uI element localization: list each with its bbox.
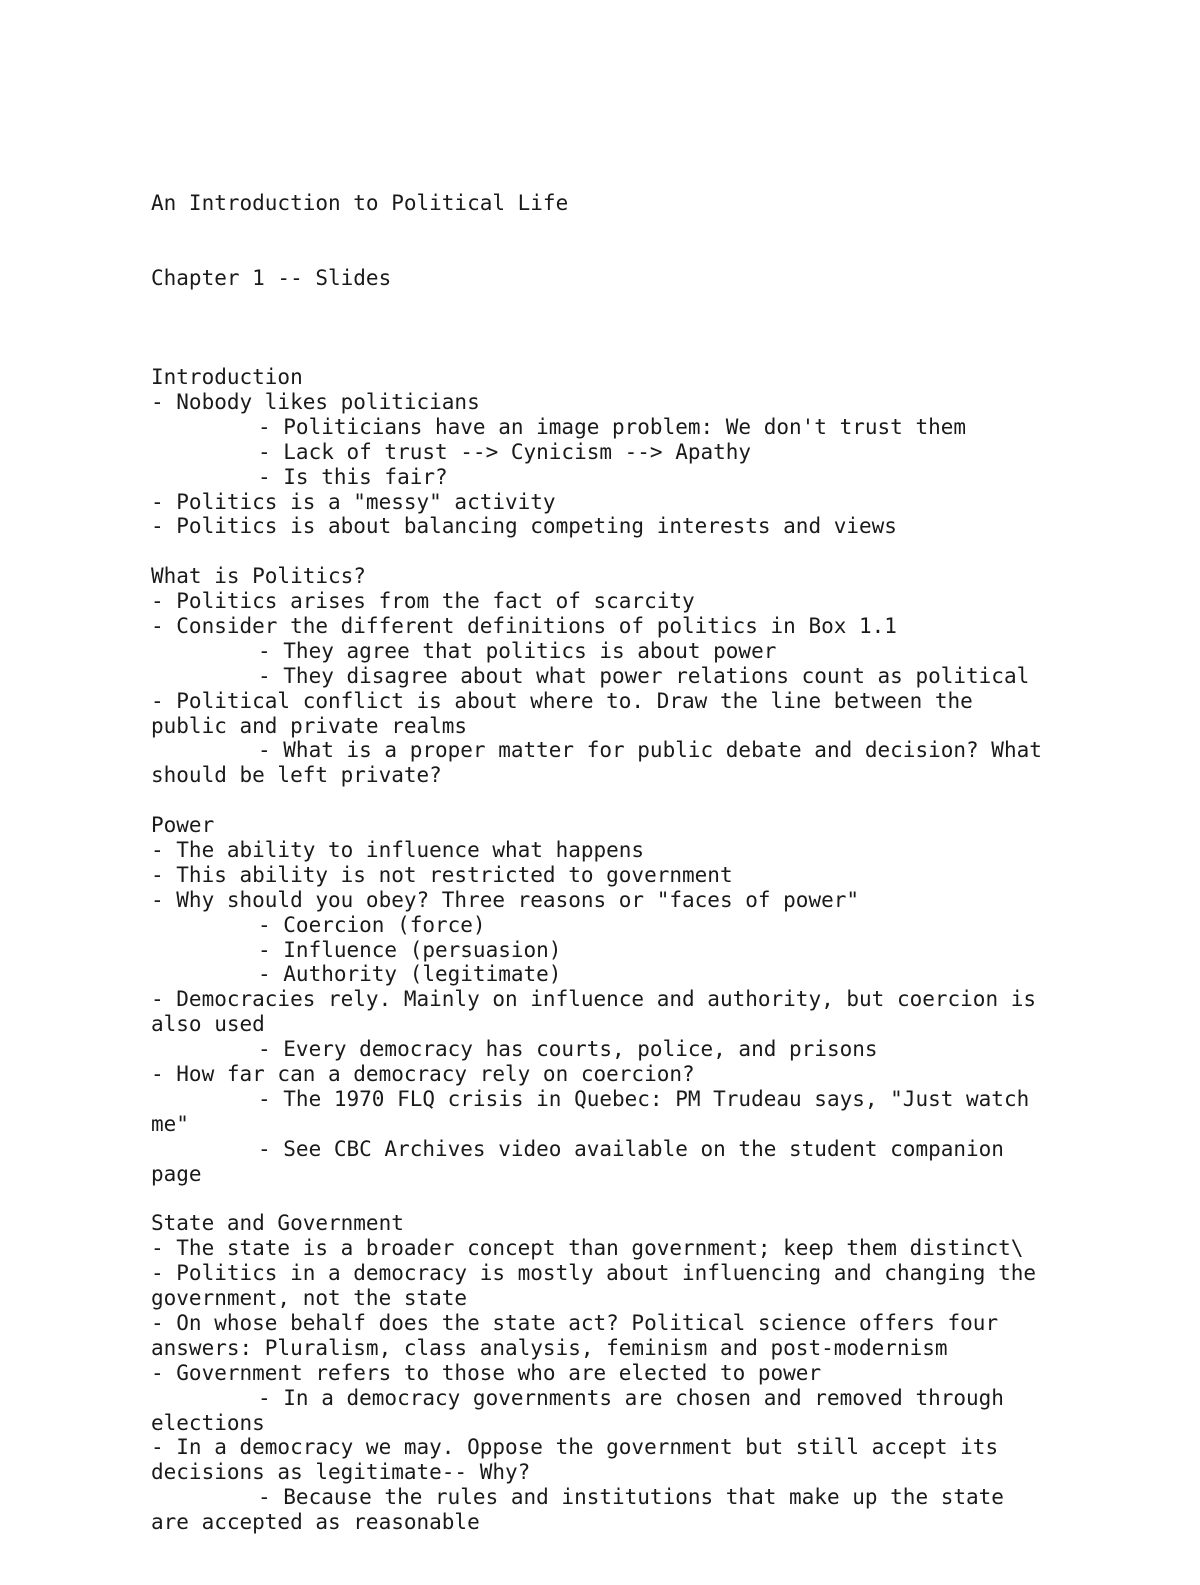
bullet-line: elections [151, 1410, 265, 1435]
sub-bullet-line: - Coercion (force) [258, 912, 486, 937]
blank-line [151, 788, 1151, 813]
sub-bullet-line: - Politicians have an image problem: We don't trust them [258, 414, 967, 439]
bullet-line: me" [151, 1111, 189, 1136]
bullet-line: - In a democracy we may. Oppose the government but still accept its [151, 1435, 999, 1460]
bullet-line: - Politics arises from the fact of scarcity [151, 589, 695, 614]
bullet-line: page [151, 1161, 202, 1186]
sub-bullet-line: - See CBC Archives video available on the student companion [258, 1136, 1004, 1161]
sub-bullet-line: - Lack of trust --> Cynicism --> Apathy [258, 439, 752, 464]
bullet-line: also used [151, 1012, 265, 1037]
bullet-line: - Government refers to those who are elected to power [151, 1360, 822, 1385]
bullet-line: are accepted as reasonable [151, 1510, 480, 1535]
bullet-line: - This ability is not restricted to government [151, 862, 733, 887]
bullet-line: - Why should you obey? Three reasons or "faces of power" [151, 887, 860, 912]
sub-bullet-line: - Is this fair? [258, 464, 448, 489]
sub-bullet-line: - Every democracy has courts, police, and prisons [258, 1037, 878, 1062]
bullet-line: - Politics is a "messy" activity [151, 489, 556, 514]
sub-bullet-line: - What is a proper matter for public debate and decision? What [258, 738, 1042, 763]
sub-bullet-line: - They agree that politics is about power [258, 638, 777, 663]
bullet-line: should be left private? [151, 763, 442, 788]
sub-bullet-line: - In a democracy governments are chosen and removed through [258, 1385, 1004, 1410]
sub-bullet-line: - Influence (persuasion) [258, 937, 562, 962]
blank-line [151, 340, 1151, 365]
sub-bullet-line: - They disagree about what power relations count as political [258, 663, 1030, 688]
document-subtitle: Chapter 1 -- Slides [151, 265, 392, 290]
blank-line [151, 1187, 1151, 1212]
section-heading: What is Politics? [151, 564, 366, 589]
section-heading: Introduction [151, 365, 303, 390]
bullet-line: - How far can a democracy rely on coercion? [151, 1062, 695, 1087]
bullet-line: - Nobody likes politicians [151, 390, 480, 414]
document-body [151, 141, 1151, 1585]
document-title: An Introduction to Political Life [151, 190, 569, 215]
section-heading: State and Government [151, 1211, 404, 1236]
blank-line [151, 539, 1151, 564]
bullet-line: - On whose behalf does the state act? Political science offers four [151, 1310, 999, 1335]
bullet-line: - Politics is about balancing competing interests and views [151, 514, 897, 539]
bullet-line: - The state is a broader concept than government; keep them distinct\ [151, 1236, 1024, 1261]
bullet-line: answers: Pluralism, class analysis, feminism and post-modernism [151, 1335, 948, 1360]
document-sections [151, 340, 1151, 1535]
bullet-line: government, not the state [151, 1286, 468, 1311]
bullet-line: public and private realms [151, 713, 468, 738]
bullet-line: - The ability to influence what happens [151, 838, 645, 863]
bullet-line: - Democracies rely. Mainly on influence and authority, but coercion is [151, 987, 1037, 1012]
bullet-line: - Political conflict is about where to. Draw the line between the [151, 688, 973, 713]
sub-bullet-line: - Because the rules and institutions that make up the state [258, 1485, 1004, 1510]
section-heading: Power [151, 813, 215, 838]
sub-bullet-line: - Authority (legitimate) [258, 962, 562, 987]
bullet-line: decisions as legitimate-- Why? [151, 1460, 531, 1485]
bullet-line: - Politics in a democracy is mostly about influencing and changing the [151, 1261, 1037, 1286]
bullet-line: - Consider the different definitions of politics in Box 1.1 [151, 614, 897, 639]
sub-bullet-line: - The 1970 FLQ crisis in Quebec: PM Trudeau says, "Just watch [258, 1086, 1030, 1111]
